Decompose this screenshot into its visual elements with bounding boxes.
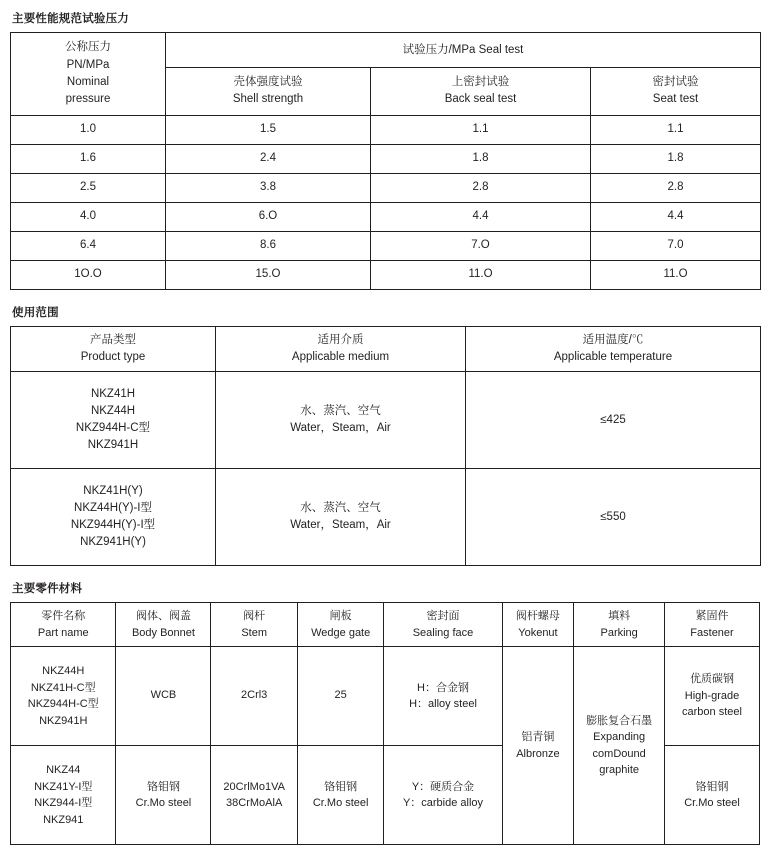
cell-wedge-gate — [297, 746, 384, 845]
cell-backseal: 11.O — [371, 260, 591, 289]
cell-fastener — [665, 746, 760, 845]
medium-line: 水、蒸汽、空气 — [300, 501, 381, 514]
cell-shell: 2.4 — [166, 144, 371, 173]
wedge-line: 铬钼钢 — [324, 780, 358, 793]
header-line: Seat test — [652, 93, 699, 106]
table-row — [11, 231, 761, 260]
product-line: NKZ44H(Y)-I型 — [74, 501, 152, 514]
header-line: 阀杆螺母 — [515, 610, 560, 622]
product-line: NKZ941H(Y) — [80, 536, 146, 549]
header-seat-test — [591, 68, 761, 116]
yokenut-line: 铝青铜 — [521, 731, 555, 743]
cell-shell: 3.8 — [166, 173, 371, 202]
header-line: 阀杆 — [243, 610, 266, 622]
cell-pn: 1.0 — [11, 115, 166, 144]
fastener-line: carbon steel — [682, 706, 742, 719]
fastener-line: 优质碳钢 — [690, 673, 734, 686]
table-row — [11, 647, 760, 746]
header-nominal-pressure — [11, 33, 166, 116]
sealing-line: H：alloy steel — [409, 698, 477, 710]
body-line: 铬钼钢 — [146, 780, 180, 793]
table-row — [11, 372, 761, 469]
header-line: Nominal — [66, 75, 110, 88]
cell-seat: 1.1 — [591, 115, 761, 144]
table-row-header — [11, 603, 760, 647]
cell-pn: 6.4 — [11, 231, 166, 260]
sealing-line: Y：硬质合金 — [411, 780, 475, 793]
cell-backseal: 1.8 — [371, 144, 591, 173]
part-line: NKZ944H-C型 — [27, 698, 99, 710]
parking-line: comDound — [592, 747, 646, 760]
cell-seat: 2.8 — [591, 173, 761, 202]
cell-part-name — [11, 647, 116, 746]
product-line: NKZ944H-C型 — [75, 422, 151, 434]
table-row — [11, 173, 761, 202]
cell-fastener — [665, 647, 760, 746]
cell-body-bonnet — [116, 746, 211, 845]
cell-pn: 4.0 — [11, 202, 166, 231]
pressure-test-table — [10, 32, 761, 290]
header-product-type — [11, 326, 216, 372]
fastener-line: High-grade — [684, 689, 740, 702]
medium-line: Water，Steam，Air — [290, 519, 391, 531]
header-line: Back seal test — [444, 93, 517, 106]
sealing-line: Y：carbide alloy — [402, 797, 484, 809]
header-line: Stem — [241, 626, 268, 639]
cell-wedge-gate: 25 — [297, 647, 384, 746]
table-row — [11, 202, 761, 231]
table-row-header — [11, 33, 761, 68]
cell-shell: 8.6 — [166, 231, 371, 260]
header-shell-strength — [166, 68, 371, 116]
part-line: NKZ41Y-I型 — [34, 780, 93, 793]
header-line: Yokenut — [518, 626, 558, 639]
parking-line: graphite — [599, 764, 640, 776]
header-line: 紧固件 — [695, 610, 729, 622]
section-title-application-range: 使用范围 — [12, 306, 59, 319]
header-line: 适用温度/℃ — [582, 333, 644, 346]
cell-temperature: ≤425 — [466, 372, 761, 469]
header-fastener — [665, 603, 760, 647]
header-line: Wedge gate — [311, 626, 371, 639]
table-row — [11, 144, 761, 173]
stem-line: 20CrlMo1VA — [223, 780, 285, 793]
header-line: Part name — [37, 626, 89, 639]
cell-shell: 6.O — [166, 202, 371, 231]
product-line: NKZ944H(Y)-I型 — [70, 519, 156, 531]
fastener-line: 铬钼钢 — [695, 780, 729, 793]
header-parking — [574, 603, 665, 647]
product-line: NKZ41H — [90, 387, 136, 400]
header-line: PN/MPa — [66, 58, 110, 71]
cell-pn: 1O.O — [11, 260, 166, 289]
cell-stem — [211, 746, 298, 845]
header-line: Applicable medium — [291, 350, 390, 363]
header-line: 上密封试验 — [451, 76, 510, 88]
cell-backseal: 1.1 — [371, 115, 591, 144]
yokenut-line: Albronze — [516, 747, 560, 760]
product-line: NKZ41H(Y) — [83, 484, 143, 497]
cell-temperature: ≤550 — [466, 469, 761, 566]
cell-product-type — [11, 469, 216, 566]
header-body-bonnet — [116, 603, 211, 647]
header-seal-test-group: 试验压力/MPa Seal test — [166, 33, 761, 68]
part-line: NKZ944-I型 — [34, 797, 93, 809]
header-line: Shell strength — [232, 93, 304, 106]
header-sealing-face — [384, 603, 502, 647]
medium-line: Water，Steam，Air — [290, 422, 391, 434]
body-line: Cr.Mo steel — [135, 797, 192, 809]
header-yokenut — [502, 603, 574, 647]
table-row — [11, 115, 761, 144]
header-line: Product type — [80, 350, 146, 363]
part-line: NKZ44 — [46, 764, 81, 776]
wedge-line: Cr.Mo steel — [312, 797, 369, 809]
section-title-materials: 主要零件材料 — [12, 583, 83, 595]
cell-yokenut — [502, 647, 574, 845]
medium-line: 水、蒸汽、空气 — [300, 404, 381, 417]
materials-table — [10, 602, 760, 845]
header-line: 密封试验 — [652, 76, 699, 88]
header-line: 填料 — [608, 610, 631, 622]
cell-sealing-face — [384, 647, 502, 746]
header-applicable-medium — [216, 326, 466, 372]
part-line: NKZ941 — [43, 813, 84, 826]
header-line: 壳体强度试验 — [233, 76, 303, 88]
section-title-pressure-test: 主要性能规范试验压力 — [12, 13, 129, 25]
cell-pn: 2.5 — [11, 173, 166, 202]
cell-pn: 1.6 — [11, 144, 166, 173]
stem-line: 38CrMoAlA — [226, 797, 283, 809]
application-range-table — [10, 326, 761, 567]
cell-medium — [216, 372, 466, 469]
header-line: 产品类型 — [90, 333, 136, 346]
cell-backseal: 4.4 — [371, 202, 591, 231]
header-line: Applicable temperature — [553, 350, 673, 363]
header-line: Fastener — [690, 626, 734, 639]
cell-parking — [574, 647, 665, 845]
table-row — [11, 260, 761, 289]
cell-seat: 4.4 — [591, 202, 761, 231]
parking-line: Expanding — [593, 731, 646, 743]
header-line: 密封面 — [426, 610, 460, 622]
header-line: 零件名称 — [41, 610, 86, 622]
header-line: pressure — [65, 93, 111, 105]
header-line: Parking — [600, 626, 638, 639]
header-part-name — [11, 603, 116, 647]
cell-shell: 15.O — [166, 260, 371, 289]
table-row — [11, 469, 761, 566]
header-line: 适用介质 — [317, 333, 364, 346]
cell-seat: 1.8 — [591, 144, 761, 173]
cell-seat: 7.0 — [591, 231, 761, 260]
header-line: 阀体、阀盖 — [135, 610, 191, 622]
cell-shell: 1.5 — [166, 115, 371, 144]
cell-seat: 11.O — [591, 260, 761, 289]
cell-backseal: 7.O — [371, 231, 591, 260]
cell-part-name — [11, 746, 116, 845]
part-line: NKZ44H — [42, 665, 85, 677]
header-back-seal-test — [371, 68, 591, 116]
parking-line: 膨胀复合石墨 — [586, 714, 653, 727]
header-stem — [211, 603, 298, 647]
fastener-line: Cr.Mo steel — [684, 797, 740, 809]
sealing-line: H：合金钢 — [417, 681, 469, 694]
header-line: 公称压力 — [65, 41, 111, 54]
cell-medium — [216, 469, 466, 566]
product-line: NKZ44H — [90, 404, 136, 417]
header-line: Body Bonnet — [131, 626, 195, 639]
header-wedge-gate — [297, 603, 384, 647]
header-line: Sealing face — [412, 626, 474, 639]
cell-product-type — [11, 372, 216, 469]
cell-sealing-face — [384, 746, 502, 845]
cell-body-bonnet: WCB — [116, 647, 211, 746]
header-applicable-temperature — [466, 326, 761, 372]
part-line: NKZ941H — [39, 714, 88, 727]
table-row-header — [11, 326, 761, 372]
cell-stem: 2Crl3 — [211, 647, 298, 746]
cell-backseal: 2.8 — [371, 173, 591, 202]
product-line: NKZ941H — [87, 439, 139, 452]
part-line: NKZ41H-C型 — [30, 681, 96, 694]
header-line: 闸板 — [329, 610, 352, 622]
